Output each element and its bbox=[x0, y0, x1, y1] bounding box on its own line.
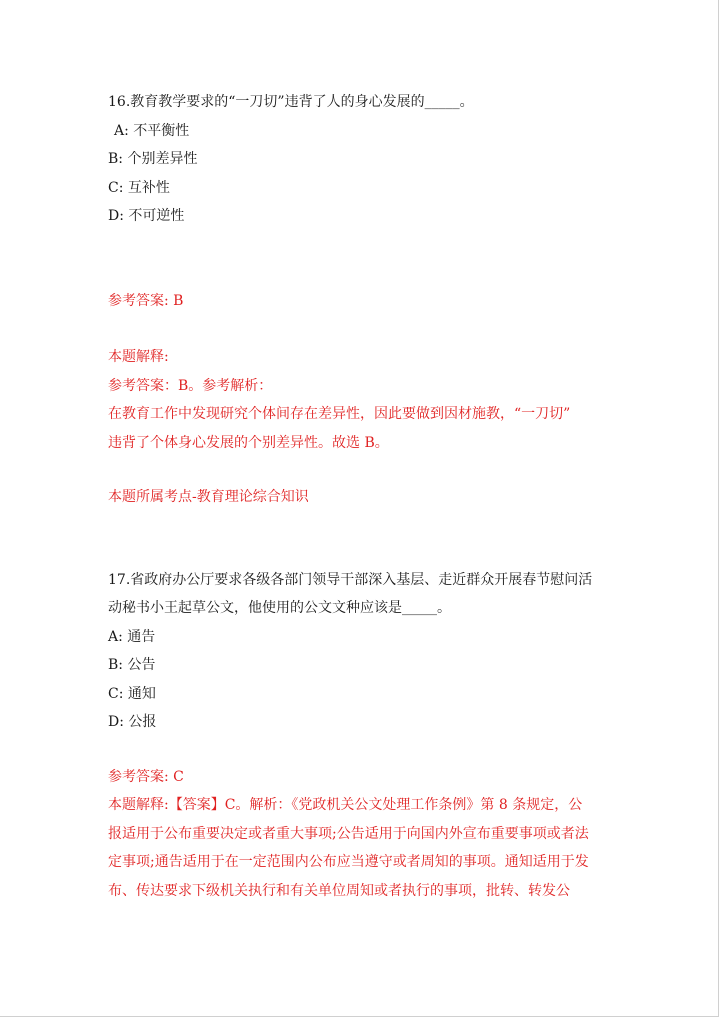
q16-option-d: D: 不可逆性 bbox=[108, 208, 185, 224]
spacer bbox=[108, 737, 608, 763]
q16-explain-body-2: 违背了个体身心发展的个别差异性。故选 B。 bbox=[108, 434, 389, 451]
q17-explain-line-3: 定事项;通告适用于在一定范围内公布应当遵守或者周知的事项。通知适用于发 bbox=[108, 854, 589, 870]
q17-explain-line-1: 本题解释:【答案】C。解析：《党政机关公文处理工作条例》第 8 条规定，公 bbox=[108, 797, 583, 813]
q17-question-line-2: 动秘书小王起草公文，他使用的公文文种应该是_____。 bbox=[108, 600, 451, 616]
q16-option-a: A: 不平衡性 bbox=[114, 122, 190, 139]
q16-knowledge: 本题所属考点-教育理论综合知识 bbox=[108, 489, 309, 505]
q17-explain-line-2: 报适用于公布重要决定或者重大事项;公告适用于向国内外宣布重要事项或者法 bbox=[108, 825, 589, 842]
q17-question-line-1: 17.省政府办公厅要求各级各部门领导干部深入基层、走近群众开展春节慰问活 bbox=[108, 571, 593, 588]
q17-explain-line-4: 布、传达要求下级机关执行和有关单位周知或者执行的事项，批转、转发公 bbox=[108, 882, 570, 899]
q16-explain-body-1: 在教育工作中发现研究个体间存在差异性，因此要做到因材施教，“一刀切” bbox=[108, 406, 571, 422]
spacer bbox=[108, 315, 608, 343]
q16-explain-answer: 参考答案：B。参考解析： bbox=[108, 377, 273, 394]
q17-option-b: B: 公告 bbox=[108, 657, 156, 673]
spacer bbox=[108, 457, 608, 483]
document-content bbox=[108, 88, 608, 905]
q17-answer: 参考答案: C bbox=[108, 768, 184, 785]
q16-option-c: C: 互补性 bbox=[108, 179, 170, 196]
spacer bbox=[108, 512, 608, 566]
q17-option-a: A: 通告 bbox=[108, 628, 156, 645]
q17-option-c: C: 通知 bbox=[108, 685, 156, 702]
q16-explain-title: 本题解释: bbox=[108, 349, 169, 365]
q17-option-d: D: 公报 bbox=[108, 714, 157, 730]
q16-answer: 参考答案: B bbox=[108, 292, 184, 309]
q16-question: 16.教育教学要求的“一刀切”违背了人的身心发展的_____。 bbox=[108, 94, 474, 110]
spacer bbox=[108, 231, 608, 287]
q16-option-b: B: 个别差异性 bbox=[108, 151, 198, 167]
